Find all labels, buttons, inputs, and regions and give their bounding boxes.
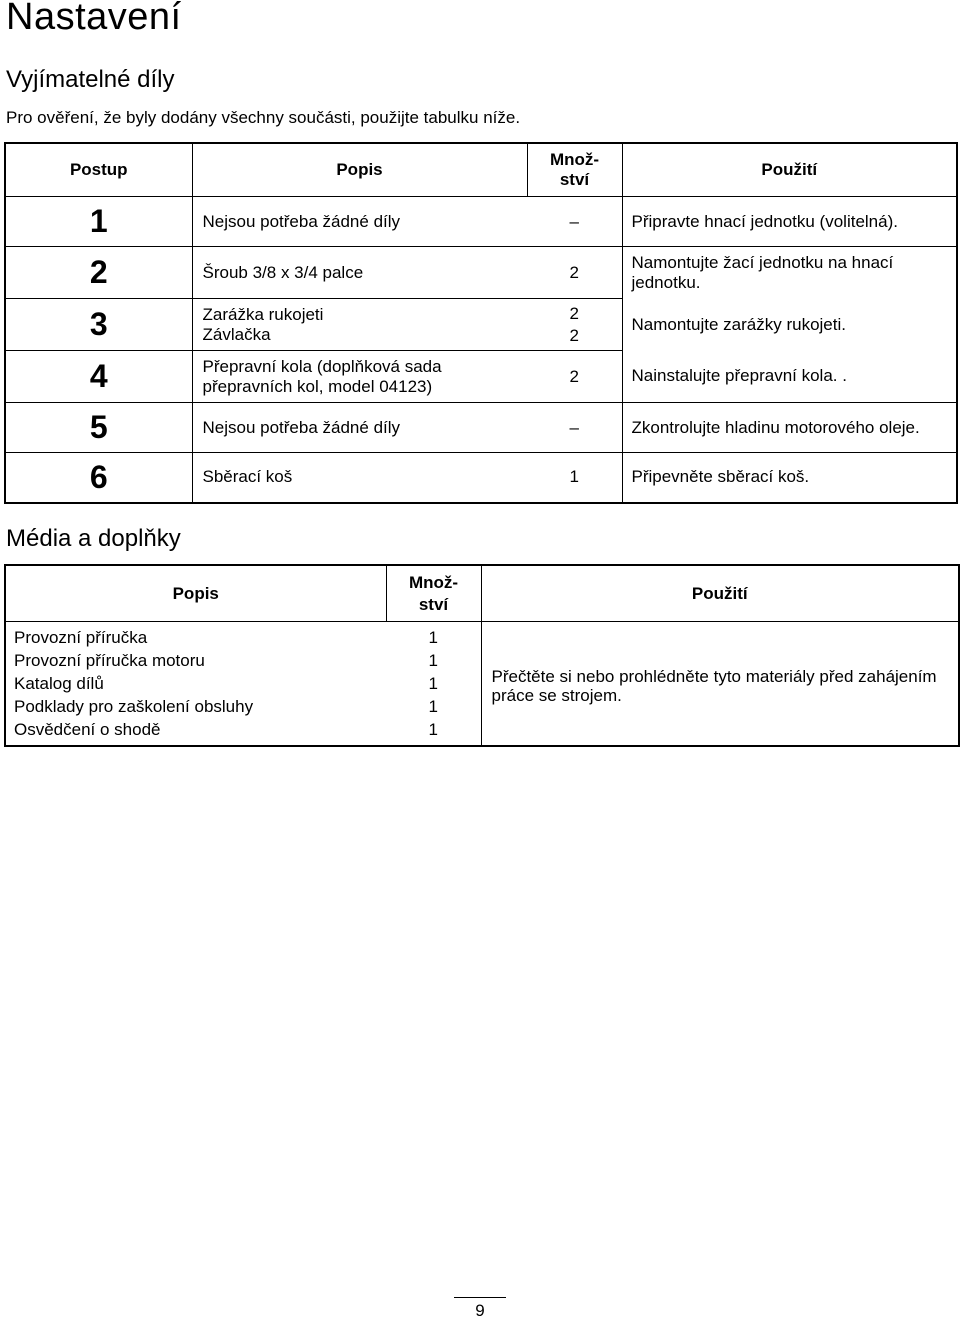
part-quantity: –: [527, 197, 622, 247]
table-row: [5, 299, 957, 351]
part-quantity: 2: [527, 351, 622, 403]
section-heading-media: Média a doplňky: [6, 525, 181, 552]
part-description: Šroub 3/8 x 3/4 palce: [192, 247, 527, 299]
part-description: Nejsou potřeba žádné díly: [192, 197, 527, 247]
media-item-name: Osvědčení o shodě: [14, 720, 161, 739]
table-header-row: [5, 565, 959, 622]
loose-parts-table: [4, 142, 958, 504]
step-number: 3: [5, 299, 192, 351]
media-item-quantity: 1: [386, 718, 481, 746]
part-description: Zarážka rukojeti Závlačka: [192, 299, 527, 351]
step-number: 4: [5, 351, 192, 403]
media-item-quantity: 1: [386, 622, 481, 650]
part-description: Přepravní kola (doplňková sada přepravních kol, model 04123): [192, 351, 527, 403]
part-quantity: 2 2: [527, 299, 622, 351]
step-number: 6: [5, 453, 192, 503]
part-use: Zkontrolujte hladinu motorového oleje.: [622, 403, 957, 453]
header-use: Použití: [622, 143, 957, 197]
media-item-name: Katalog dílů: [14, 674, 104, 693]
table-row: [5, 453, 957, 503]
part-quantity: 1: [527, 453, 622, 503]
part-description: Sběrací koš: [192, 453, 527, 503]
media-item-name: Provozní příručka: [14, 628, 148, 647]
part-use: Nainstalujte přepravní kola. .: [622, 351, 957, 403]
table-row: [5, 351, 957, 403]
header-description: Popis: [5, 565, 386, 622]
media-item-quantity: 1: [386, 695, 481, 718]
table-row: [5, 247, 957, 299]
header-description: Popis: [192, 143, 527, 197]
header-quantity: Množ- ství: [527, 143, 622, 197]
media-table: [4, 564, 960, 747]
page-number: 9: [475, 1301, 485, 1320]
table-row: [5, 197, 957, 247]
page-title: Nastavení: [6, 0, 182, 38]
part-use: Připravte hnací jednotku (volitelná).: [622, 197, 957, 247]
step-number: 2: [5, 247, 192, 299]
part-quantity: –: [527, 403, 622, 453]
part-use: Namontujte žací jednotku na hnací jednotku.: [631, 252, 894, 292]
part-use: Namontujte zarážky rukojeti.: [631, 314, 846, 334]
header-quantity: Množ- ství: [386, 565, 481, 622]
media-item-quantity: 1: [386, 672, 481, 695]
table-header-row: [5, 143, 957, 197]
part-quantity: 2: [527, 247, 622, 299]
intro-text: Pro ověření, že byly dodány všechny součásti, použijte tabulku níže.: [6, 108, 521, 127]
part-use: Připevněte sběrací koš.: [622, 453, 957, 503]
section-heading-loose-parts: Vyjímatelné díly: [6, 66, 175, 93]
media-item-quantity: 1: [386, 649, 481, 672]
media-item-name: Provozní příručka motoru: [14, 651, 205, 670]
table-row: [5, 403, 957, 453]
step-number: 1: [5, 197, 192, 247]
table-row: [5, 622, 959, 650]
part-description: Nejsou potřeba žádné díly: [192, 403, 527, 453]
footer-divider: [454, 1297, 506, 1298]
media-use: Přečtěte si nebo prohlédněte tyto materiály před zahájením práce se strojem.: [491, 666, 937, 705]
header-step: Postup: [5, 143, 192, 197]
step-number: 5: [5, 403, 192, 453]
media-item-name: Podklady pro zaškolení obsluhy: [14, 697, 254, 716]
header-use: Použití: [481, 565, 959, 622]
